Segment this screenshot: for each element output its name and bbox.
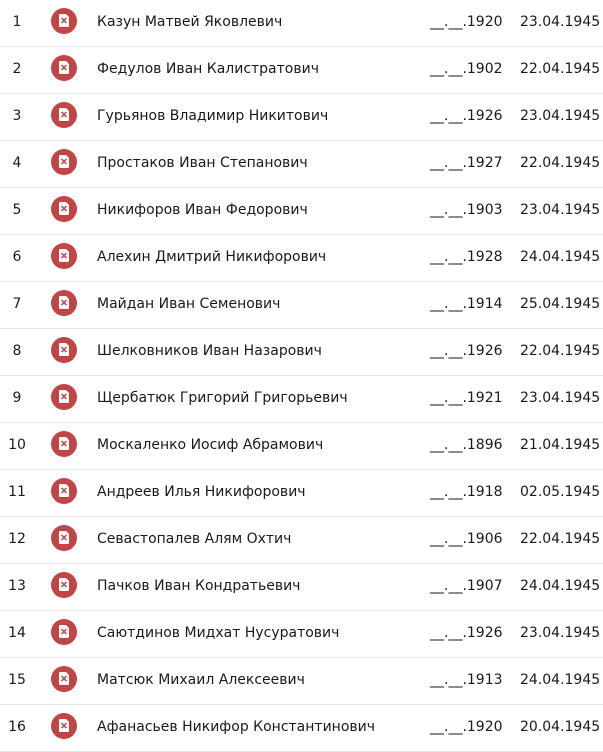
no-document-icon[interactable] — [51, 196, 77, 222]
no-document-icon[interactable] — [51, 478, 77, 504]
death-date: 25.04.1945 — [520, 296, 601, 312]
no-document-icon[interactable] — [51, 619, 77, 645]
death-date: 24.04.1945 — [520, 672, 601, 688]
list-item — [0, 188, 603, 235]
birth-date: __.__.1926 — [430, 343, 503, 359]
death-date: 21.04.1945 — [520, 437, 601, 453]
row-number: 14 — [8, 625, 26, 641]
list-item — [0, 705, 603, 752]
row-number: 6 — [12, 249, 22, 265]
row-number: 1 — [12, 14, 22, 30]
birth-date: __.__.1896 — [430, 437, 503, 453]
person-name[interactable]: Щербатюк Григорий Григорьевич — [97, 390, 348, 406]
death-date: 22.04.1945 — [520, 531, 601, 547]
person-name[interactable]: Матсюк Михаил Алексеевич — [97, 672, 305, 688]
person-name[interactable]: Никифоров Иван Федорович — [97, 202, 308, 218]
list-item — [0, 94, 603, 141]
person-name[interactable]: Казун Матвей Яковлевич — [97, 14, 283, 30]
birth-date: __.__.1907 — [430, 578, 503, 594]
list-item — [0, 235, 603, 282]
death-date: 20.04.1945 — [520, 719, 601, 735]
row-number: 8 — [12, 343, 22, 359]
no-document-icon[interactable] — [51, 666, 77, 692]
list-item — [0, 282, 603, 329]
no-document-icon[interactable] — [51, 525, 77, 551]
death-date: 24.04.1945 — [520, 578, 601, 594]
row-number: 7 — [12, 296, 22, 312]
row-number: 13 — [8, 578, 26, 594]
death-date: 23.04.1945 — [520, 202, 601, 218]
person-name[interactable]: Севастопалев Алям Охтич — [97, 531, 292, 547]
person-name[interactable]: Пачков Иван Кондратьевич — [97, 578, 301, 594]
birth-date: __.__.1903 — [430, 202, 503, 218]
birth-date: __.__.1921 — [430, 390, 503, 406]
person-name[interactable]: Андреев Илья Никифорович — [97, 484, 306, 500]
no-document-icon[interactable] — [51, 384, 77, 410]
birth-date: __.__.1920 — [430, 719, 503, 735]
list-item — [0, 658, 603, 705]
list-item — [0, 517, 603, 564]
birth-date: __.__.1918 — [430, 484, 503, 500]
row-number: 5 — [12, 202, 22, 218]
person-name[interactable]: Алехин Дмитрий Никифорович — [97, 249, 327, 265]
no-document-icon[interactable] — [51, 290, 77, 316]
no-document-icon[interactable] — [51, 431, 77, 457]
person-name[interactable]: Простаков Иван Степанович — [97, 155, 308, 171]
list-item — [0, 141, 603, 188]
death-date: 22.04.1945 — [520, 343, 601, 359]
death-date: 23.04.1945 — [520, 390, 601, 406]
list-item — [0, 47, 603, 94]
row-number: 16 — [8, 719, 26, 735]
person-name[interactable]: Майдан Иван Семенович — [97, 296, 281, 312]
birth-date: __.__.1926 — [430, 108, 503, 124]
row-number: 4 — [12, 155, 22, 171]
person-name[interactable]: Афанасьев Никифор Константинович — [97, 719, 376, 735]
no-document-icon[interactable] — [51, 243, 77, 269]
person-name[interactable]: Саютдинов Мидхат Нусуратович — [97, 625, 340, 641]
person-name[interactable]: Шелковников Иван Назарович — [97, 343, 322, 359]
birth-date: __.__.1927 — [430, 155, 503, 171]
death-date: 24.04.1945 — [520, 249, 601, 265]
no-document-icon[interactable] — [51, 102, 77, 128]
birth-date: __.__.1913 — [430, 672, 503, 688]
death-date: 02.05.1945 — [520, 484, 601, 500]
death-date: 23.04.1945 — [520, 14, 601, 30]
no-document-icon[interactable] — [51, 8, 77, 34]
no-document-icon[interactable] — [51, 55, 77, 81]
list-item — [0, 376, 603, 423]
no-document-icon[interactable] — [51, 713, 77, 739]
row-number: 2 — [12, 61, 22, 77]
death-date: 23.04.1945 — [520, 625, 601, 641]
row-number: 15 — [8, 672, 26, 688]
row-number: 9 — [12, 390, 22, 406]
row-number: 10 — [8, 437, 26, 453]
row-number: 11 — [8, 484, 26, 500]
birth-date: __.__.1914 — [430, 296, 503, 312]
birth-date: __.__.1928 — [430, 249, 503, 265]
no-document-icon[interactable] — [51, 337, 77, 363]
list-item — [0, 611, 603, 658]
person-name[interactable]: Москаленко Иосиф Абрамович — [97, 437, 324, 453]
death-date: 23.04.1945 — [520, 108, 601, 124]
list-item — [0, 470, 603, 517]
no-document-icon[interactable] — [51, 149, 77, 175]
list-item — [0, 564, 603, 611]
birth-date: __.__.1920 — [430, 14, 503, 30]
list-item — [0, 329, 603, 376]
row-number: 3 — [12, 108, 22, 124]
death-date: 22.04.1945 — [520, 61, 601, 77]
person-name[interactable]: Федулов Иван Калистратович — [97, 61, 319, 77]
row-number: 12 — [8, 531, 26, 547]
birth-date: __.__.1906 — [430, 531, 503, 547]
no-document-icon[interactable] — [51, 572, 77, 598]
list-item — [0, 0, 603, 47]
birth-date: __.__.1902 — [430, 61, 503, 77]
birth-date: __.__.1926 — [430, 625, 503, 641]
list-item — [0, 423, 603, 470]
death-date: 22.04.1945 — [520, 155, 601, 171]
person-name[interactable]: Гурьянов Владимир Никитович — [97, 108, 329, 124]
